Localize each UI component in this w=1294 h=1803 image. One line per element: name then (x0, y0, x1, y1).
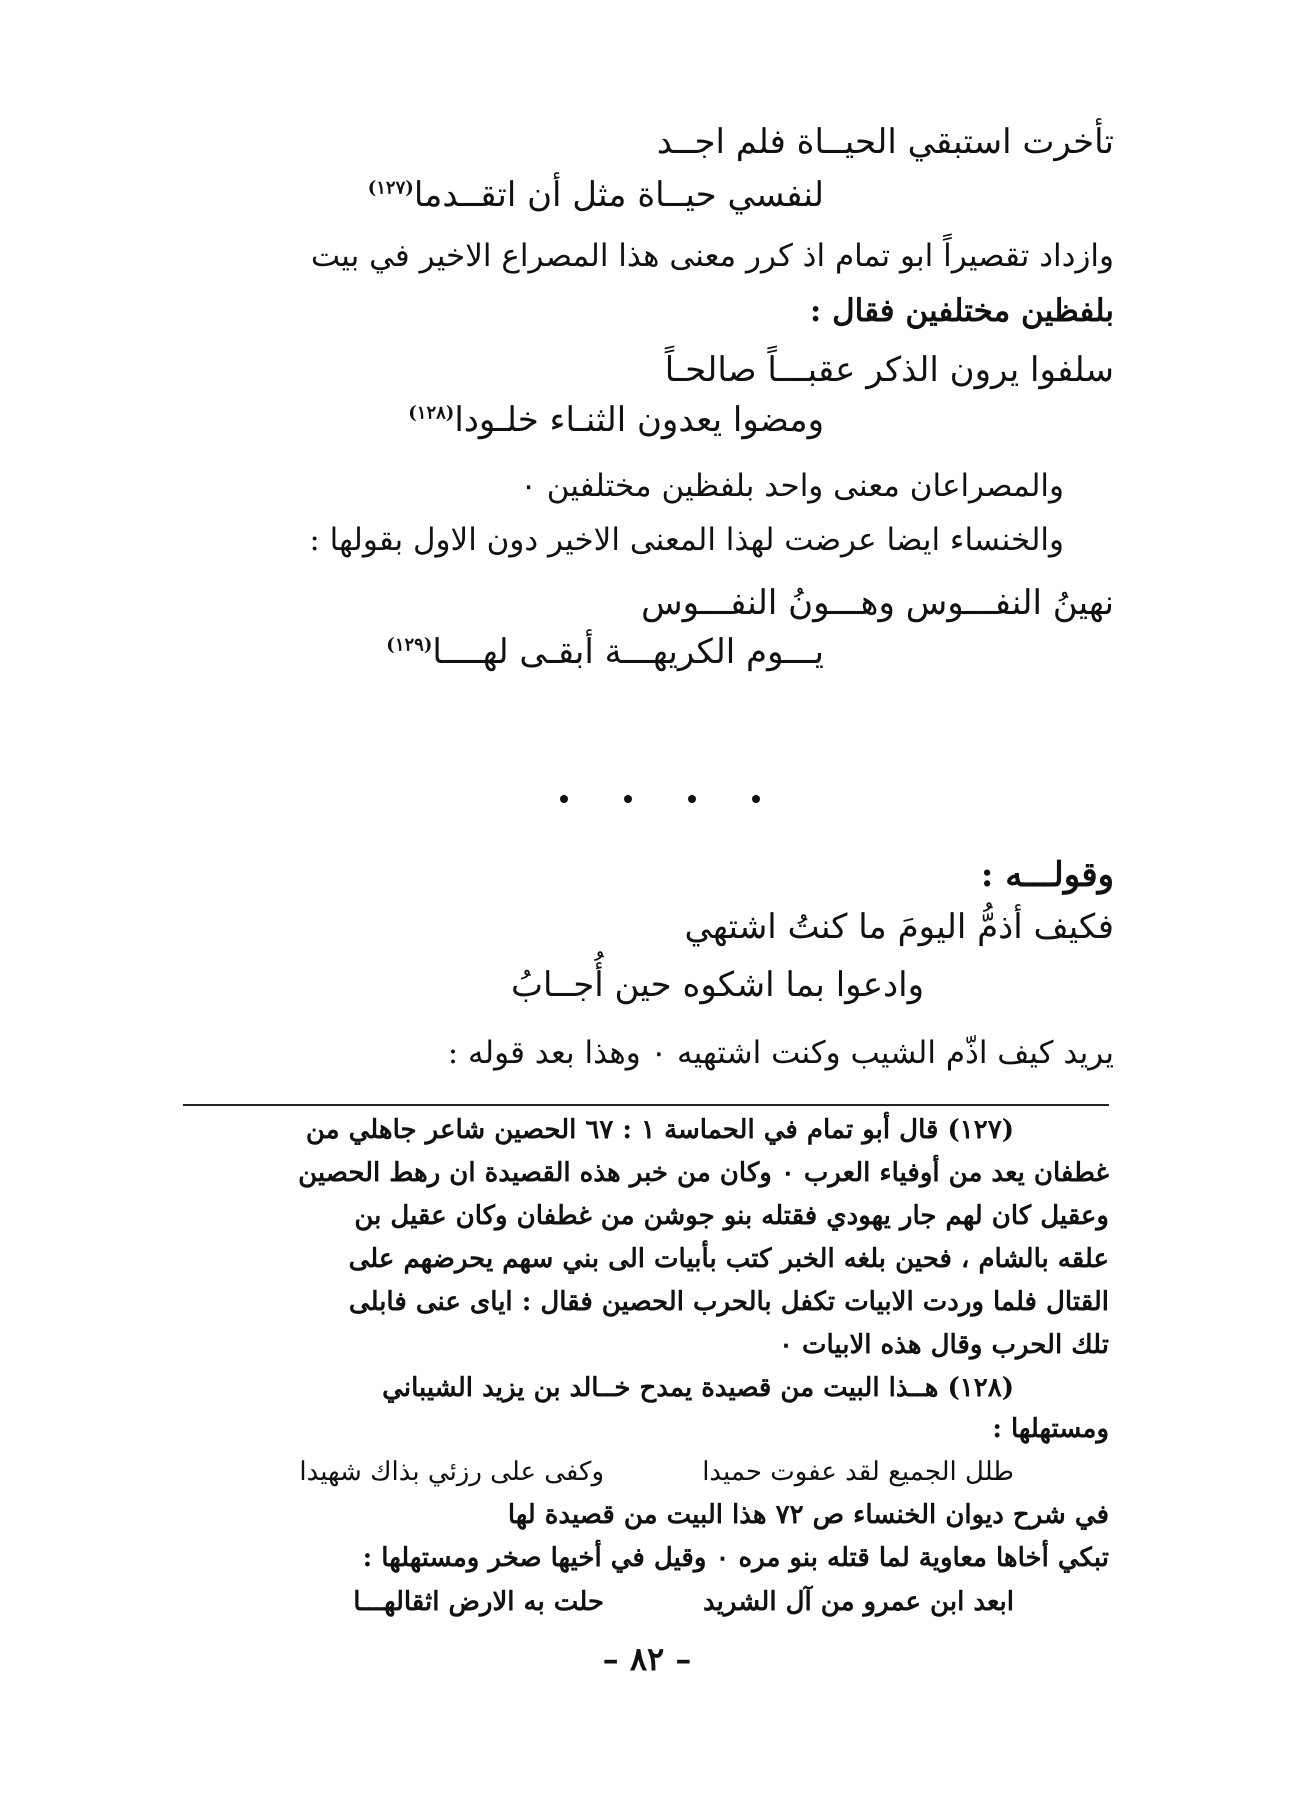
footnote-127-line-2: غطفان يعد من أوفياء العرب ٠ وكان من خبر هذه القصيدة ان رهط الحصين (298, 1158, 1109, 1188)
footnote-128-line-2: ومستهلها : (992, 1414, 1109, 1444)
paragraph-line-5: وقولـــه : (980, 855, 1114, 895)
footnote-ref-129: (١٢٩) (386, 634, 433, 656)
footnote-127-line-4: علقه بالشام ، فحين بلغه الخبر كتب بأبيات الى بني سهم يحرضهم على (348, 1244, 1109, 1274)
separator-dot (560, 795, 568, 803)
paragraph-line-3: والمصراعان معنى واحد بلفظين مختلفين ٠ (520, 468, 1064, 504)
footnote-127-line-6: تلك الحرب وقال هذه الابيات ٠ (778, 1330, 1109, 1360)
verse-line-2 (368, 175, 824, 215)
footnote-127-line-3: وعقيل كان لهم جار يهودي فقتله بنو جوشن من غطفان وكان عقيل بن (354, 1201, 1109, 1231)
verse-line-4-text: ومضوا يعدون الثنـاء خلـودا (454, 400, 824, 440)
verse-line-7: فكيف أذمُّ اليومَ ما كنتُ اشتهي (684, 907, 1114, 947)
footnote-129-verse-first-hemistich: ابعد ابن عمرو من آل الشريد (702, 1587, 1014, 1617)
verse-line-5: نهينُ النفـــوس وهـــونُ النفـــوس (641, 583, 1114, 623)
separator-dot (752, 795, 760, 803)
footnote-128-verse-first-hemistich: طلل الجميع لقد عفوت حميدا (702, 1457, 1014, 1487)
verse-line-1: تأخرت استبقي الحيــاة فلم اجــد (656, 122, 1114, 162)
page-number: – ٨٢ – (602, 1640, 692, 1678)
paragraph-line-4: والخنساء ايضا عرضت لهذا المعنى الاخير دون الاول بقولها : (309, 522, 1064, 558)
footnote-129-verse-second-hemistich: حلت به الارض اثقالهـــا (353, 1587, 604, 1617)
footnote-ref-127: (١٢٧) (367, 177, 414, 199)
verse-line-6 (386, 632, 824, 672)
footnote-129-line-2: تبكي أخاها معاوية لما قتله بنو مره ٠ وقيل في أخيها صخر ومستهلها : (362, 1543, 1109, 1573)
verse-line-3: سلفوا يرون الذكر عقبـــاً صالحـاً (664, 350, 1114, 390)
footnote-ref-128: (١٢٨) (408, 402, 455, 424)
footnote-separator (183, 1104, 1109, 1106)
footnote-128-line-1: (١٢٨) هــذا البيت من قصيدة يمدح خــالد بن يزيد الشيباني (382, 1373, 1014, 1403)
footnote-129-line-1: في شرح ديوان الخنساء ص ٧٢ هذا البيت من قصيدة لها (507, 1500, 1109, 1530)
verse-line-6-text: يـــوم الكريهـــة أبقـى لهــــا (432, 632, 824, 672)
paragraph-line-1: وازداد تقصيراً ابو تمام اذ كرر معنى هذا المصراع الاخير في بيت (310, 238, 1114, 274)
footnote-127-line-1: (١٢٧) قال أبو تمام في الحماسة ١ : ٦٧ الحصين شاعر جاهلي من (305, 1115, 1014, 1145)
section-separator-dots (560, 795, 760, 803)
verse-line-4 (408, 400, 824, 440)
footnote-127-line-5: القتال فلما وردت الابيات تكفل بالحرب الحصين فقال : اياى عنى فابلى (348, 1287, 1109, 1317)
paragraph-line-6: يريد كيف اذّم الشيب وكنت اشتهيه ٠ وهذا بعد قوله : (447, 1035, 1114, 1071)
separator-dot (688, 795, 696, 803)
verse-line-8: وادعوا بما اشكوه حين أُجــابُ (510, 965, 924, 1005)
separator-dot (624, 795, 632, 803)
paragraph-line-2: بلفظين مختلفين فقال : (809, 293, 1114, 329)
verse-line-2-text: لنفسي حيــاة مثل أن اتقــدما (413, 175, 824, 215)
footnote-128-verse-second-hemistich: وكفى على رزئي بذاك شهيدا (299, 1457, 604, 1487)
